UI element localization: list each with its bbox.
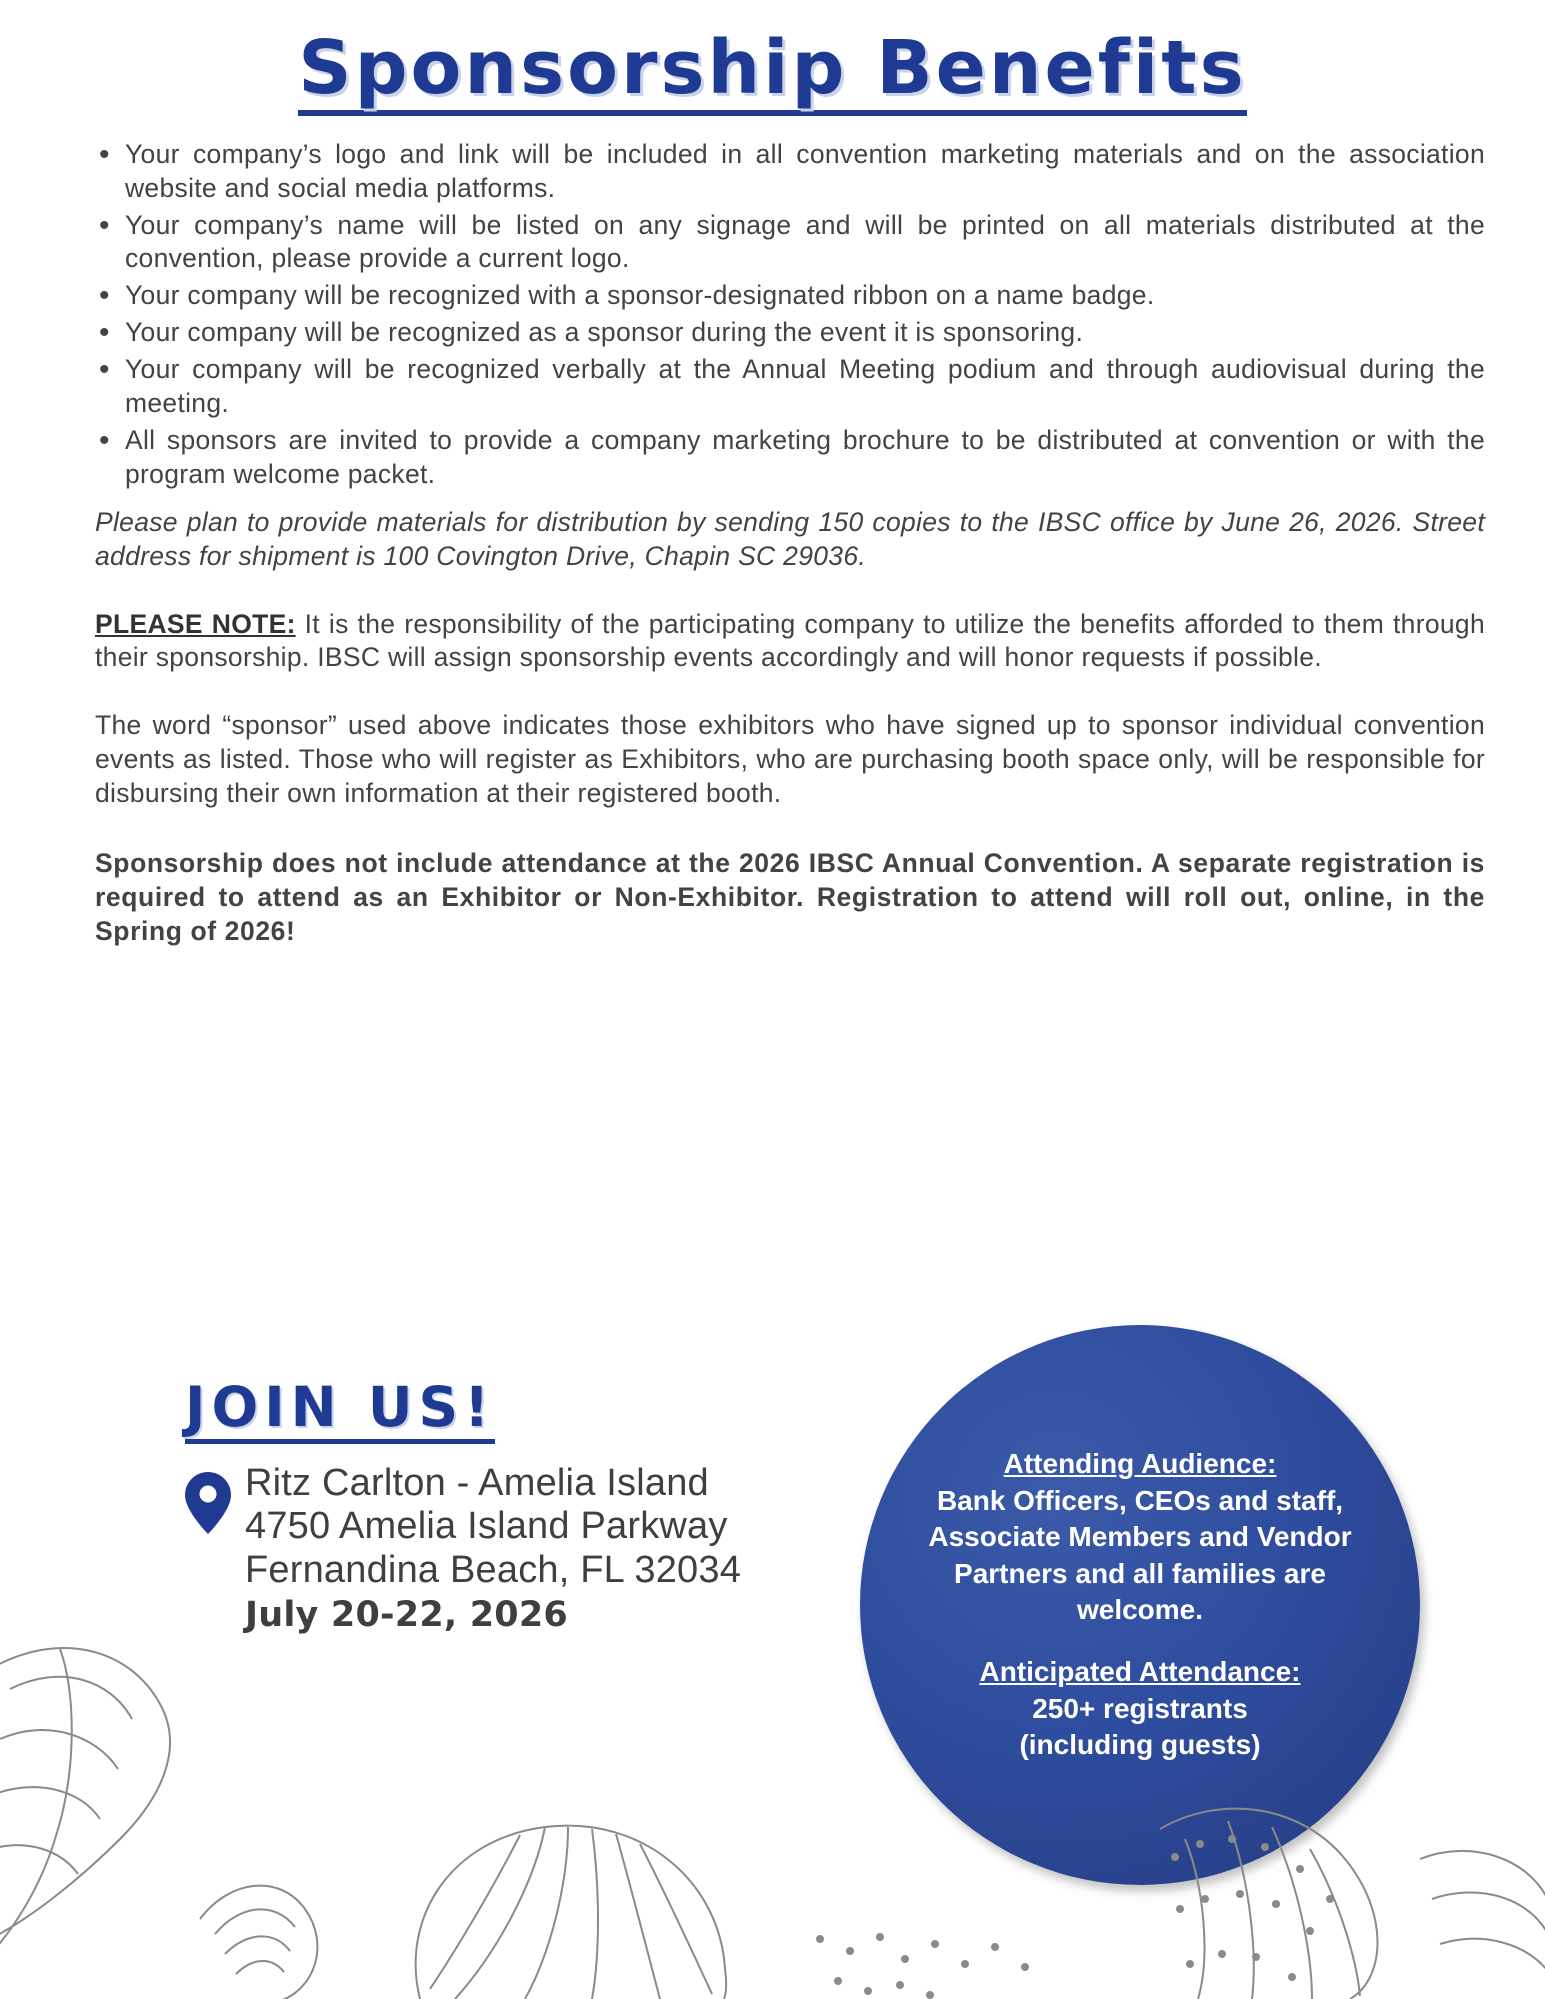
list-item: • Your company will be recognized verbally at the Annual Meeting podium and through audiovisual during the meeting. [95, 353, 1485, 421]
join-us-block [185, 1375, 845, 1636]
join-us-heading: JOIN US! [185, 1375, 495, 1444]
venue-city-state-zip: Fernandina Beach, FL 32034 [245, 1548, 742, 1591]
list-item: • Your company’s name will be listed on any signage and will be printed on all materials distributed at the convention, please provide a current logo. [95, 209, 1485, 277]
attendance-count: 250+ registrants [1032, 1692, 1248, 1724]
please-note-text: It is the responsibility of the participating company to utilize the benefits afforded to them through their sponsorship. IBSC will assign sponsorship events accordingly and will honor requests if possible. [95, 608, 1486, 673]
map-pin-icon [185, 1472, 231, 1539]
attendance-heading: Anticipated Attendance: [979, 1656, 1301, 1688]
sponsor-definition-paragraph: The word “sponsor” used above indicates those exhibitors who have signed up to sponsor individual convention events as listed. Those who will register as Exhibitors, who are purchasing booth space only, will be responsible for disbursing their own information at their registered booth. [95, 710, 1485, 809]
attendance-note: (including guests) [1019, 1729, 1261, 1761]
venue-row [185, 1462, 845, 1636]
page-title-container [0, 0, 1545, 116]
shipping-note: Please plan to provide materials for distribution by sending 150 copies to the IBSC office by June 26, 2026. Street address for shipment is 100 Covington Drive, Chapin SC 29036. [95, 506, 1485, 571]
venue-street: 4750 Amelia Island Parkway [245, 1505, 728, 1548]
list-item: • All sponsors are invited to provide a company marketing brochure to be distributed at convention or with the program welcome packet. [95, 424, 1485, 492]
venue-address [245, 1462, 741, 1636]
please-note-label: PLEASE NOTE: [95, 608, 296, 639]
venue-name: Ritz Carlton - Amelia Island [245, 1462, 709, 1504]
please-note-paragraph [95, 608, 1485, 676]
event-dates: July 20-22, 2026 [245, 1594, 568, 1635]
list-item: • Your company’s logo and link will be included in all convention marketing materials and on the association website and social media platforms. [95, 138, 1485, 206]
attendance-notice-paragraph: Sponsorship does not include attendance at the 2026 IBSC Annual Convention. A separate registration is required to attend as an Exhibitor or Non-Exhibitor. Registration to attend will roll out, online, in the Spring of 2026! [95, 848, 1485, 946]
page-title: Sponsorship Benefits [298, 30, 1246, 116]
benefits-list [95, 138, 1485, 492]
audience-heading: Attending Audience: [1003, 1448, 1277, 1480]
audience-badge [860, 1325, 1420, 1885]
list-item: • Your company will be recognized with a sponsor-designated ribbon on a name badge. [95, 279, 1485, 313]
list-item: • Your company will be recognized as a sponsor during the event it is sponsoring. [95, 316, 1485, 350]
audience-text: Bank Officers, CEOs and staff, Associate Members and Vendor Partners and all families are welcome. [928, 1484, 1352, 1625]
